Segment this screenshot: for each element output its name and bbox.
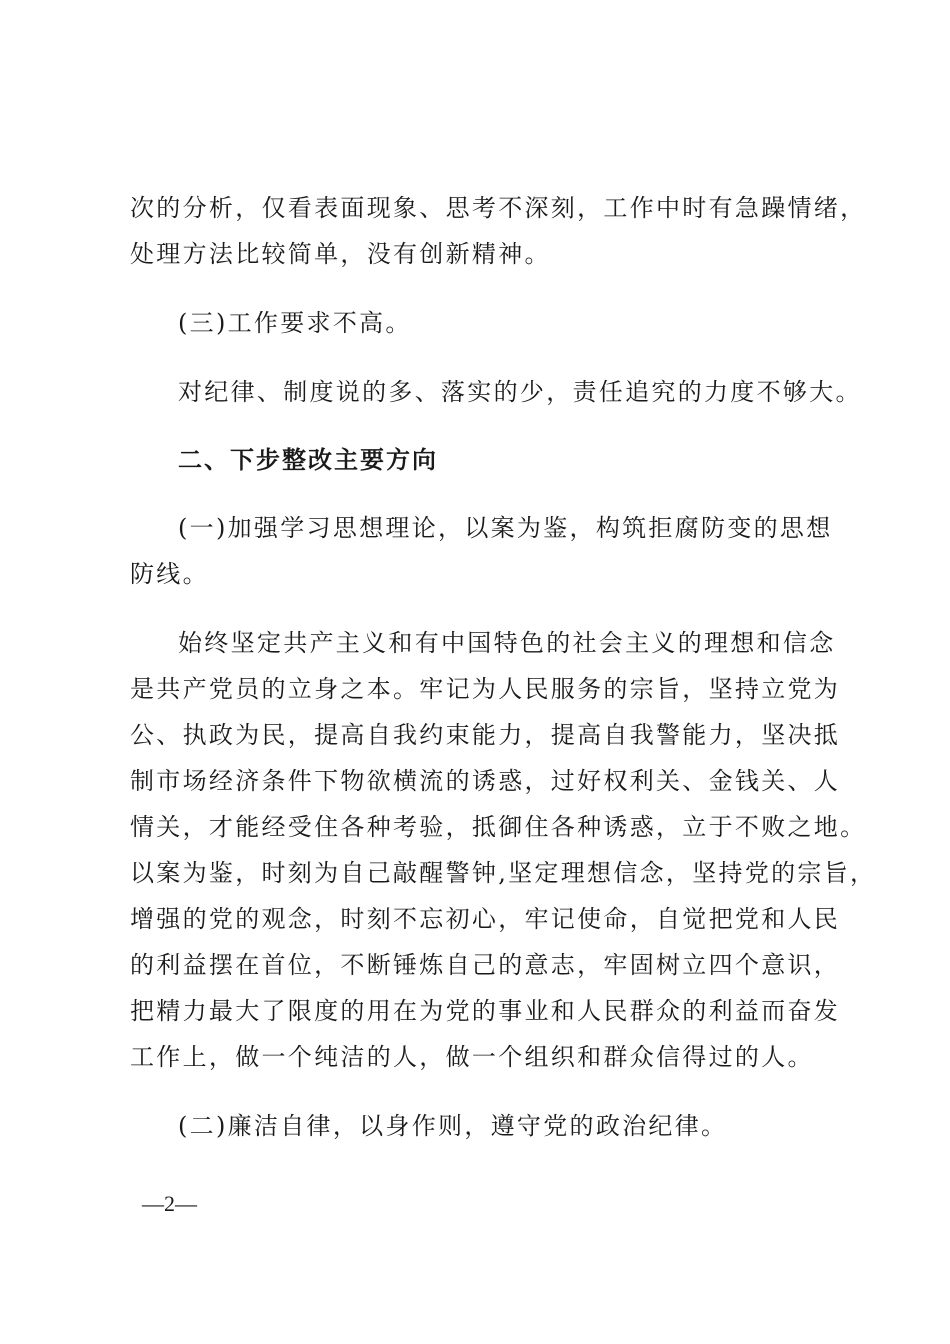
section-heading-2: 二、下步整改主要方向 <box>178 446 438 474</box>
paragraph-line-8: 的利益摆在首位，不断锤炼自己的意志，牢固树立四个意识， <box>130 951 841 979</box>
paragraph-line-4: 制市场经济条件下物欲横流的诱惑，过好权利关、金钱关、人 <box>130 767 841 795</box>
subheading-3: (三)工作要求不高。 <box>178 309 412 337</box>
paragraph-line-5: 情关，才能经受住各种考验，抵御住各种诱惑，立于不败之地。 <box>130 813 867 841</box>
paragraph-line-10: 工作上，做一个纯洁的人，做一个组织和群众信得过的人。 <box>130 1043 814 1071</box>
body-line-1: 次的分析，仅看表面现象、思考不深刻，工作中时有急躁情绪， <box>130 194 867 222</box>
body-line-2: 处理方法比较简单，没有创新精神。 <box>130 240 551 268</box>
paragraph-line-1: 始终坚定共产主义和有中国特色的社会主义的理想和信念 <box>178 629 836 657</box>
subheading-1-line-1: (一)加强学习思想理论，以案为鉴，构筑拒腐防变的思想 <box>178 514 833 542</box>
page-number: —2— <box>142 1191 197 1216</box>
subheading-1-line-2: 防线。 <box>130 560 209 588</box>
paragraph-line-7: 增强的党的观念，时刻不忘初心，牢记使命，自觉把党和人民 <box>130 905 841 933</box>
paragraph-line-6: 以案为鉴，时刻为自己敲醒警钟,坚定理想信念，坚持党的宗旨， <box>130 859 877 887</box>
paragraph-line-9: 把精力最大了限度的用在为党的事业和人民群众的利益而奋发 <box>130 997 841 1025</box>
paragraph-line-3: 公、执政为民，提高自我约束能力，提高自我警能力，坚决抵 <box>130 721 841 749</box>
subheading-2: (二)廉洁自律，以身作则，遵守党的政治纪律。 <box>178 1112 728 1140</box>
paragraph-line-2: 是共产党员的立身之本。牢记为人民服务的宗旨，坚持立党为 <box>130 675 841 703</box>
body-line-4: 对纪律、制度说的多、落实的少，责任追究的力度不够大。 <box>178 378 862 406</box>
